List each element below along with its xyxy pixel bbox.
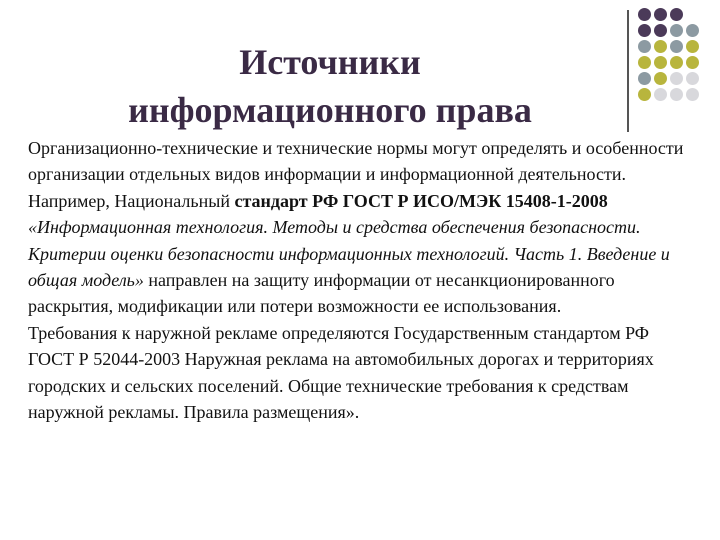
- decorative-dot: [638, 56, 651, 69]
- decorative-dot: [654, 88, 667, 101]
- slide-body: [28, 135, 696, 425]
- decorative-dot: [654, 56, 667, 69]
- decorative-dot: [686, 40, 699, 53]
- gost-example-lead: Например, Национальный: [28, 190, 235, 211]
- gost-standard-number: стандарт РФ ГОСТ Р ИСО/МЭК 15408-1-2008: [234, 190, 608, 211]
- title-divider-line: [627, 10, 629, 132]
- decorative-dot-grid: [638, 8, 718, 108]
- decorative-dot: [686, 24, 699, 37]
- decorative-dot: [638, 40, 651, 53]
- gost-standard-title: «Информационная технология. Методы и средства обеспечения безопасности. Критерии оценки безопасности информационных технологий. Часть 1. Введение и общая модель»: [28, 217, 670, 291]
- decorative-dot: [654, 72, 667, 85]
- slide-title-line-1: Источники: [239, 42, 421, 82]
- decorative-dot: [686, 72, 699, 85]
- decorative-dot: [686, 88, 699, 101]
- slide-title-line-2: информационного права: [128, 90, 532, 130]
- decorative-dot: [686, 56, 699, 69]
- decorative-dot: [638, 24, 651, 37]
- decorative-dot: [654, 8, 667, 21]
- gost-example-tail: направлен на защиту информации от несанкционированного раскрытия, модификации или потери возможности ее использования.: [28, 270, 615, 317]
- decorative-dot: [654, 24, 667, 37]
- slide-title: [50, 38, 610, 134]
- paragraph-outdoor-advertising: Требования к наружной рекламе определяются Государственным стандартом РФ ГОСТ Р 52044-2003 Наружная реклама на автомобильных дорогах и территориях городских и сельских поселений. Общие технические требования к средствам наружной рекламы. Правила размещения».: [28, 322, 654, 423]
- decorative-dot: [654, 40, 667, 53]
- paragraph-gost-example: [28, 188, 696, 320]
- decorative-dot: [638, 8, 651, 21]
- paragraph-technical-norms: Организационно-технические и технические нормы могут определять и особенности организации отдельных видов информации и информационной деятельности.: [28, 138, 684, 185]
- decorative-dot: [670, 40, 683, 53]
- decorative-dot: [670, 56, 683, 69]
- decorative-dot: [670, 8, 683, 21]
- decorative-dot: [670, 72, 683, 85]
- decorative-dot: [670, 88, 683, 101]
- decorative-dot: [670, 24, 683, 37]
- decorative-dot: [638, 72, 651, 85]
- decorative-dot: [638, 88, 651, 101]
